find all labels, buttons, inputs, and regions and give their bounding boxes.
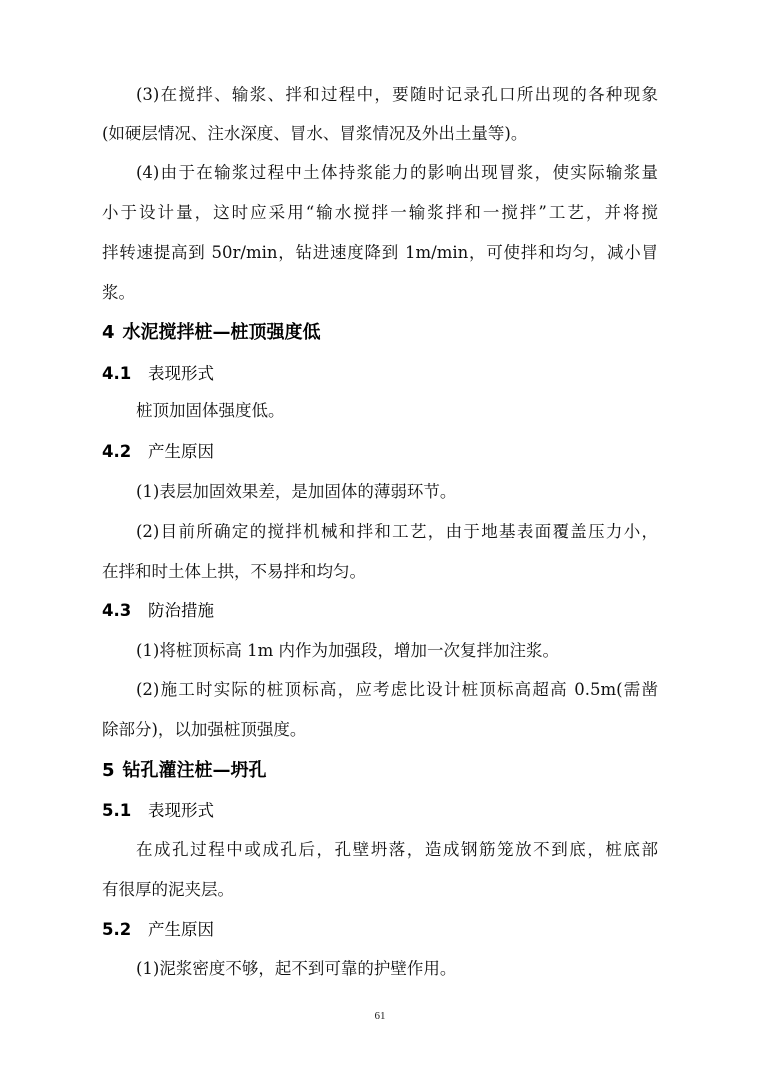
paragraph-line: (2)目前所确定的搅拌机械和拌和工艺，由于地基表面覆盖压力小，: [136, 522, 658, 541]
subsection-number: 5.1: [102, 801, 132, 820]
subsection-number: 4.3: [102, 601, 132, 620]
paragraph-line: (3)在搅拌、输浆、拌和过程中，要随时记录孔口所出现的各种现象: [136, 85, 658, 104]
paragraph-line: 浆。: [102, 283, 135, 302]
paragraph-line: 桩顶加固体强度低。: [136, 401, 285, 420]
subsection-title: 防治措施: [148, 601, 214, 620]
subsection-number: 5.2: [102, 920, 132, 939]
paragraph-line: 在拌和时土体上拱，不易拌和均匀。: [102, 562, 366, 581]
paragraph-line: (1)表层加固效果差，是加固体的薄弱环节。: [136, 482, 457, 501]
subsection-5-2-heading: [102, 918, 214, 942]
subsection-title: 表现形式: [148, 801, 214, 820]
subsection-title: 产生原因: [148, 920, 214, 939]
paragraph-line: (1)将桩顶标高 1m 内作为加强段，增加一次复拌加注浆。: [136, 641, 560, 660]
subsection-4-3-heading: [102, 599, 214, 623]
paragraph-line: (如硬层情况、注水深度、冒水、冒浆情况及外出土量等)。: [102, 124, 528, 143]
section-title: 水泥搅拌桩—桩顶强度低: [122, 322, 321, 343]
section-title: 钻孔灌注桩—坍孔: [122, 760, 267, 781]
section-4-heading: [102, 321, 321, 345]
subsection-5-1-heading: [102, 799, 214, 823]
paragraph-line: 拌转速提高到 50r/min，钻进速度降到 1m/min，可使拌和均匀，减小冒: [102, 243, 658, 262]
subsection-title: 产生原因: [148, 442, 214, 461]
section-number: 5: [102, 760, 115, 781]
paragraph-line: (2)施工时实际的桩顶标高，应考虑比设计桩顶标高超高 0.5m(需凿: [136, 680, 658, 699]
subsection-4-2-heading: [102, 440, 214, 464]
paragraph-line: (4)由于在输浆过程中土体持浆能力的影响出现冒浆，使实际输浆量: [136, 163, 658, 182]
subsection-number: 4.2: [102, 442, 132, 461]
section-number: 4: [102, 322, 115, 343]
paragraph-line: 除部分)，以加强桩顶强度。: [102, 720, 307, 739]
subsection-number: 4.1: [102, 364, 132, 383]
page-number: 61: [374, 1010, 386, 1022]
paragraph-line: 小于设计量，这时应采用“输水搅拌一输浆拌和一搅拌”工艺，并将搅: [102, 203, 658, 222]
paragraph-line: (1)泥浆密度不够，起不到可靠的护壁作用。: [136, 959, 457, 978]
subsection-4-1-heading: [102, 362, 214, 386]
subsection-title: 表现形式: [148, 364, 214, 383]
paragraph-line: 有很厚的泥夹层。: [102, 880, 234, 899]
paragraph-line: 在成孔过程中或成孔后，孔壁坍落，造成钢筋笼放不到底，桩底部: [136, 840, 658, 859]
section-5-heading: [102, 759, 267, 783]
